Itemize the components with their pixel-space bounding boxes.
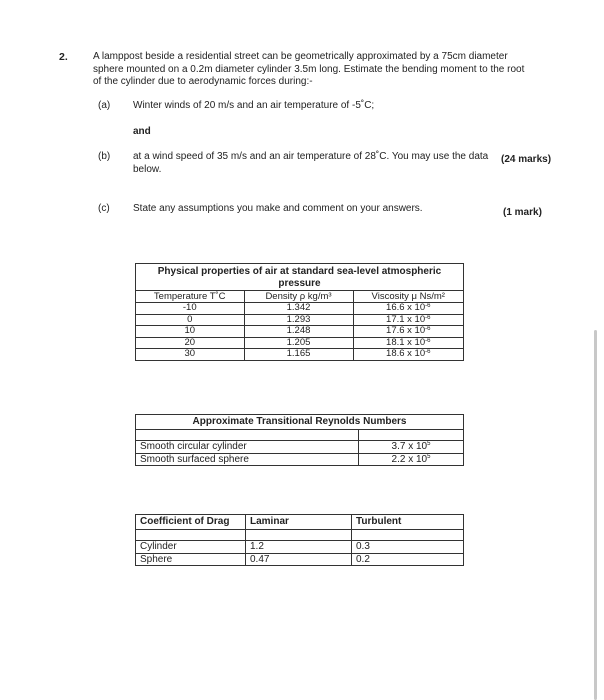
header-coefficient: Coefficient of Drag: [136, 515, 246, 529]
viscosity-cell: 18.1 x $10^{-6}$: [353, 337, 463, 349]
turbulent-cell: 0.3: [356, 541, 370, 552]
density-cell: 1.342: [244, 303, 353, 315]
viscosity-cell: 16.6 x $10^{-6}$: [353, 303, 463, 315]
header-laminar: Laminar: [246, 515, 352, 529]
part-c-marks: (1 mark): [503, 207, 542, 218]
shape-cell: Smooth circular cylinder: [136, 441, 359, 453]
density-cell: 1.205: [244, 337, 353, 349]
temperature-cell: 0: [136, 314, 244, 326]
laminar-cell: 0.47: [246, 554, 352, 566]
connector-and: and: [133, 126, 151, 137]
table-row: [136, 326, 463, 338]
temperature-cell: 10: [136, 326, 244, 338]
density-cell: 1.248: [244, 326, 353, 338]
table-row: [136, 454, 463, 466]
temperature-cell: 20: [136, 337, 244, 349]
viscosity-cell: 18.6 x $10^{-6}$: [386, 348, 431, 359]
shape-cell: Smooth surfaced sphere: [136, 454, 359, 466]
reynolds-table-title: Approximate Transitional Reynolds Numbers: [136, 415, 463, 430]
reynolds-table: [135, 414, 464, 466]
table-row: [136, 541, 463, 554]
table-row: [136, 337, 463, 349]
question-text: A lamppost beside a residential street can be geometrically approximated by a 75cm diameter sphere mounted on a 0.2m diameter cylinder 3.5m long. Estimate the bending moment to the root of the cylinder due to aerodynamic forces during:-: [93, 51, 525, 87]
part-c-label: (c): [98, 203, 110, 214]
density-cell: 1.165: [244, 349, 353, 360]
drag-table-header: [136, 515, 463, 530]
header-temperature: Temperature T˚C: [136, 291, 244, 303]
part-a-text: Winter winds of 20 m/s and an air temperature of -5˚C;: [133, 100, 375, 111]
vertical-scrollbar[interactable]: [594, 330, 597, 700]
air-properties-table: [135, 263, 464, 361]
viscosity-cell: 17.6 x $10^{-6}$: [353, 326, 463, 338]
part-c-text: State any assumptions you make and comment on your answers.: [133, 203, 423, 214]
viscosity-cell: 17.1 x $10^{-6}$: [353, 314, 463, 326]
part-a-label: (a): [98, 100, 111, 111]
table-row: [136, 441, 463, 454]
table-row: [136, 349, 463, 360]
header-viscosity: Viscosity μ Ns/m²: [353, 291, 463, 303]
table-row: [136, 554, 463, 566]
shape-cell: Cylinder: [136, 541, 246, 553]
air-table-title: Physical properties of air at standard sea-level atmospheric pressure: [136, 264, 463, 291]
turbulent-cell: 0.2: [356, 553, 370, 565]
drag-coefficient-table: [135, 514, 464, 566]
temperature-cell: -10: [136, 303, 244, 315]
part-b-text: at a wind speed of 35 m/s and an air temperature of 28˚C. You may use the data below.: [133, 151, 489, 175]
question-number: 2.: [59, 51, 68, 63]
part-b-marks: (24 marks): [501, 154, 552, 165]
table-row: [136, 303, 463, 315]
reynolds-value-cell: 2.2 x $10^5$: [391, 453, 431, 465]
laminar-cell: 1.2: [246, 541, 352, 553]
temperature-cell: 30: [136, 349, 244, 360]
density-cell: 1.293: [244, 314, 353, 326]
header-density: Density ρ kg/m³: [244, 291, 353, 303]
reynolds-value-cell: 3.7 x $10^5$: [391, 441, 431, 452]
shape-cell: Sphere: [136, 554, 246, 566]
part-b-label: (b): [98, 151, 111, 162]
air-table-header: [136, 291, 463, 303]
table-row: [136, 314, 463, 326]
header-turbulent: Turbulent: [356, 516, 402, 527]
